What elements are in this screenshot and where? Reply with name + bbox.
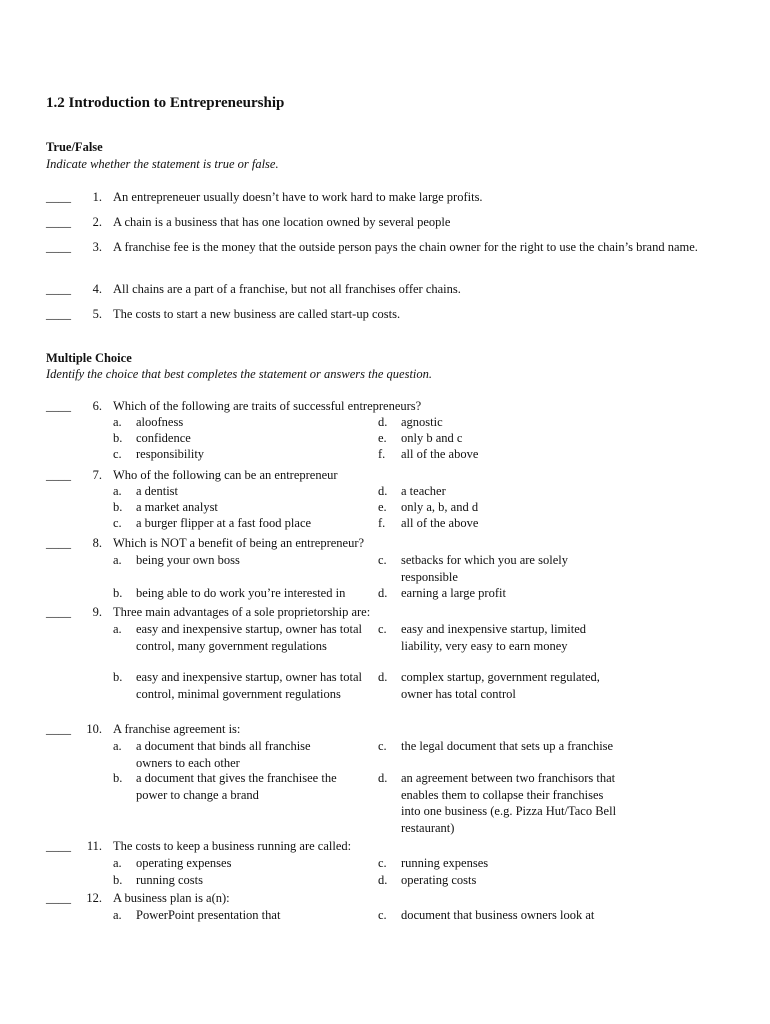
true-false-instruction: Indicate whether the statement is true or false. — [46, 157, 279, 171]
option-letter: a. — [113, 622, 122, 636]
option-letter: d. — [378, 670, 388, 684]
question-text: The costs to start a new business are called start-up costs. — [113, 307, 401, 321]
option-letter: b. — [113, 771, 123, 785]
question-number: 7. — [92, 468, 102, 482]
question-number: 8. — [92, 536, 102, 550]
option-text[interactable]: PowerPoint presentation that — [136, 908, 281, 922]
answer-blank[interactable]: ____ — [46, 468, 71, 482]
question-number: 12. — [86, 891, 102, 905]
option-letter: c. — [378, 739, 387, 753]
question-number: 9. — [92, 605, 102, 619]
option-text[interactable]: a market analyst — [136, 500, 218, 514]
answer-blank[interactable]: ____ — [46, 891, 71, 905]
option-text[interactable]: the legal document that sets up a franchise — [401, 739, 614, 753]
multiple-choice-heading: Multiple Choice — [46, 351, 132, 365]
option-text[interactable]: responsibility — [136, 447, 205, 461]
option-letter: c. — [378, 622, 387, 636]
question-number: 5. — [92, 307, 102, 321]
option-text[interactable]: being your own boss — [136, 553, 240, 567]
question-text: The costs to keep a business running are called: — [113, 839, 352, 853]
option-letter: d. — [378, 484, 388, 498]
option-text[interactable]: confidence — [136, 431, 191, 445]
option-text[interactable]: operating expenses — [136, 856, 232, 870]
question-text: A chain is a business that has one location owned by several people — [113, 215, 451, 229]
option-text[interactable]: easy and inexpensive startup, owner has total control, many government regulations — [136, 622, 362, 653]
option-text[interactable]: running costs — [136, 873, 204, 887]
option-text[interactable]: complex startup, government regulated, owner has total control — [401, 670, 600, 701]
option-text[interactable]: all of the above — [401, 516, 479, 530]
question-text: A franchise agreement is: — [113, 722, 241, 736]
option-text[interactable]: an agreement between two franchisors that enables them to collapse their franchises into one business (e.g. Pizza Hut/Taco Bell restaurant) — [401, 771, 617, 835]
option-text[interactable]: a dentist — [136, 484, 179, 498]
option-text[interactable]: a document that gives the franchisee the power to change a brand — [136, 771, 337, 802]
option-letter: c. — [378, 908, 387, 922]
option-letter: a. — [113, 484, 122, 498]
option-text[interactable]: all of the above — [401, 447, 479, 461]
answer-blank[interactable]: ____ — [46, 536, 71, 550]
option-letter: c. — [113, 447, 122, 461]
option-text[interactable]: setbacks for which you are solely responsible — [401, 553, 568, 584]
question-text: An entrepreneuer usually doesn’t have to work hard to make large profits. — [113, 190, 483, 204]
option-letter: a. — [113, 908, 122, 922]
answer-blank[interactable]: ____ — [46, 215, 71, 229]
option-letter: a. — [113, 553, 122, 567]
option-letter: c. — [378, 553, 387, 567]
question-number: 4. — [92, 282, 102, 296]
option-letter: d. — [378, 873, 388, 887]
option-letter: c. — [113, 516, 122, 530]
option-text[interactable]: document that business owners look at — [401, 908, 595, 922]
question-number: 10. — [86, 722, 102, 736]
answer-blank[interactable]: ____ — [46, 722, 71, 736]
option-letter: d. — [378, 415, 388, 429]
option-text[interactable]: only a, b, and d — [401, 500, 479, 514]
option-letter: e. — [378, 500, 387, 514]
option-text[interactable]: earning a large profit — [401, 586, 506, 600]
option-letter: f. — [378, 447, 386, 461]
option-text[interactable]: aloofness — [136, 415, 184, 429]
option-letter: b. — [113, 586, 123, 600]
true-false-heading: True/False — [46, 140, 103, 154]
question-text: All chains are a part of a franchise, but not all franchises offer chains. — [113, 282, 461, 296]
option-text[interactable]: a teacher — [401, 484, 446, 498]
option-letter: d. — [378, 586, 388, 600]
question-number: 1. — [92, 190, 102, 204]
option-letter: b. — [113, 873, 123, 887]
option-letter: d. — [378, 771, 388, 785]
option-letter: c. — [378, 856, 387, 870]
question-text: Three main advantages of a sole proprietorship are: — [113, 605, 371, 619]
option-letter: a. — [113, 415, 122, 429]
option-text[interactable]: easy and inexpensive startup, limited liability, very easy to earn money — [401, 622, 587, 653]
question-text: Who of the following can be an entrepreneur — [113, 468, 338, 482]
option-text[interactable]: a burger flipper at a fast food place — [136, 516, 312, 530]
question-number: 3. — [92, 240, 102, 254]
answer-blank[interactable]: ____ — [46, 307, 71, 321]
option-letter: b. — [113, 431, 123, 445]
option-letter: a. — [113, 739, 122, 753]
answer-blank[interactable]: ____ — [46, 605, 71, 619]
answer-blank[interactable]: ____ — [46, 282, 71, 296]
page-title: 1.2 Introduction to Entrepreneurship — [46, 95, 285, 111]
answer-blank[interactable]: ____ — [46, 190, 71, 204]
question-number: 2. — [92, 215, 102, 229]
multiple-choice-instruction: Identify the choice that best completes the statement or answers the question. — [46, 367, 433, 381]
question-text: A business plan is a(n): — [113, 891, 230, 905]
option-letter: f. — [378, 516, 386, 530]
option-text[interactable]: running expenses — [401, 856, 489, 870]
question-text: Which of the following are traits of successful entrepreneurs? — [113, 399, 422, 413]
question-number: 6. — [92, 399, 102, 413]
option-text[interactable]: easy and inexpensive startup, owner has total control, minimal government regulations — [136, 670, 362, 701]
option-text[interactable]: a document that binds all franchise owners to each other — [136, 739, 311, 770]
question-text: A franchise fee is the money that the outside person pays the chain owner for the right to use the chain’s brand name. — [113, 240, 698, 254]
option-letter: a. — [113, 856, 122, 870]
option-letter: e. — [378, 431, 387, 445]
answer-blank[interactable]: ____ — [46, 240, 71, 254]
option-letter: b. — [113, 670, 123, 684]
option-letter: b. — [113, 500, 123, 514]
answer-blank[interactable]: ____ — [46, 399, 71, 413]
question-number: 11. — [86, 839, 102, 853]
answer-blank[interactable]: ____ — [46, 839, 71, 853]
option-text[interactable]: agnostic — [401, 415, 443, 429]
question-text: Which is NOT a benefit of being an entrepreneur? — [113, 536, 365, 550]
option-text[interactable]: being able to do work you’re interested in — [136, 586, 346, 600]
option-text[interactable]: operating costs — [401, 873, 477, 887]
option-text[interactable]: only b and c — [401, 431, 463, 445]
